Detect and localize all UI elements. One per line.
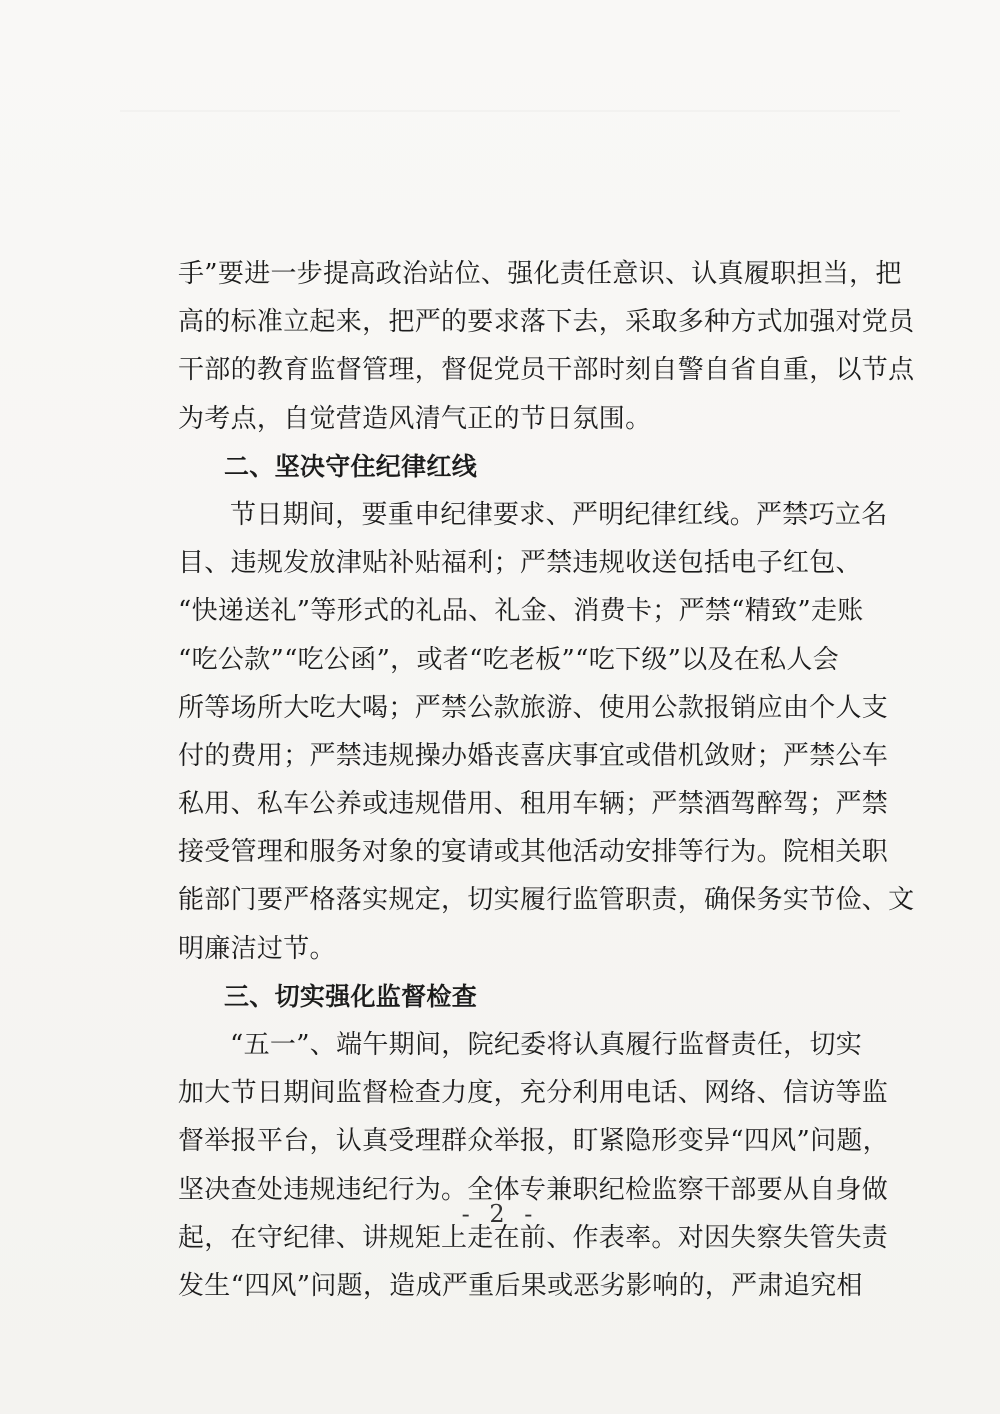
page-number: - 2 - (461, 1200, 539, 1228)
section-heading: 三、切实强化监督检查 (224, 981, 478, 1011)
paragraph-line: 节日期间，要重申纪律要求、严明纪律红线。严禁巧立名 (230, 499, 888, 530)
paragraph-line: 发生“四风”问题，造成严重后果或恶劣影响的，严肃追究相 (178, 1270, 863, 1301)
scan-artifact (120, 110, 900, 112)
paragraph-line: 坚决查处违规违纪行为。全体专兼职纪检监察干部要从自身做 (178, 1174, 889, 1205)
paragraph-line: 能部门要严格落实规定，切实履行监管职责，确保务实节俭、文 (178, 885, 915, 916)
paragraph-line: 目、违规发放津贴补贴福利；严禁违规收送包括电子红包、 (178, 548, 862, 579)
paragraph-line: 起，在守纪律、讲规矩上走在前、作表率。对因失察失管失责 (178, 1222, 889, 1253)
paragraph-line: 接受管理和服务对象的宴请或其他活动安排等行为。院相关职 (178, 837, 889, 868)
paragraph-line: 付的费用；严禁违规操办婚丧喜庆事宜或借机敛财；严禁公车 (178, 740, 889, 771)
paragraph-line: 高的标准立起来，把严的要求落下去，采取多种方式加强对党员 (178, 307, 915, 338)
paragraph-line: “快递送礼”等形式的礼品、礼金、消费卡；严禁“精致”走账 (178, 596, 864, 627)
paragraph-line: 为考点，自觉营造风清气正的节日氛围。 (178, 403, 652, 434)
paragraph-line: 手”要进一步提高政治站位、强化责任意识、认真履职担当，把 (178, 259, 902, 289)
section-heading: 二、坚决守住纪律红线 (224, 451, 478, 481)
paragraph-line: 加大节日期间监督检查力度，充分利用电话、网络、信访等监 (178, 1078, 889, 1109)
paragraph-line: 干部的教育监督管理，督促党员干部时刻自警自省自重，以节点 (178, 355, 915, 386)
paragraph-line: 所等场所大吃大喝；严禁公款旅游、使用公款报销应由个人支 (178, 692, 889, 723)
paragraph-line: “吃公款”“吃公函”，或者“吃老板”“吃下级”以及在私人会 (178, 644, 840, 675)
paragraph-line: 私用、私车公养或违规借用、租用车辆；严禁酒驾醉驾；严禁 (178, 789, 889, 820)
paragraph-line: “五一”、端午期间，院纪委将认真履行监督责任，切实 (230, 1030, 863, 1060)
paragraph-line: 明廉洁过节。 (178, 933, 336, 964)
paragraph-line: 督举报平台，认真受理群众举报，盯紧隐形变异“四风”问题， (178, 1126, 889, 1157)
body-text (178, 250, 915, 1310)
